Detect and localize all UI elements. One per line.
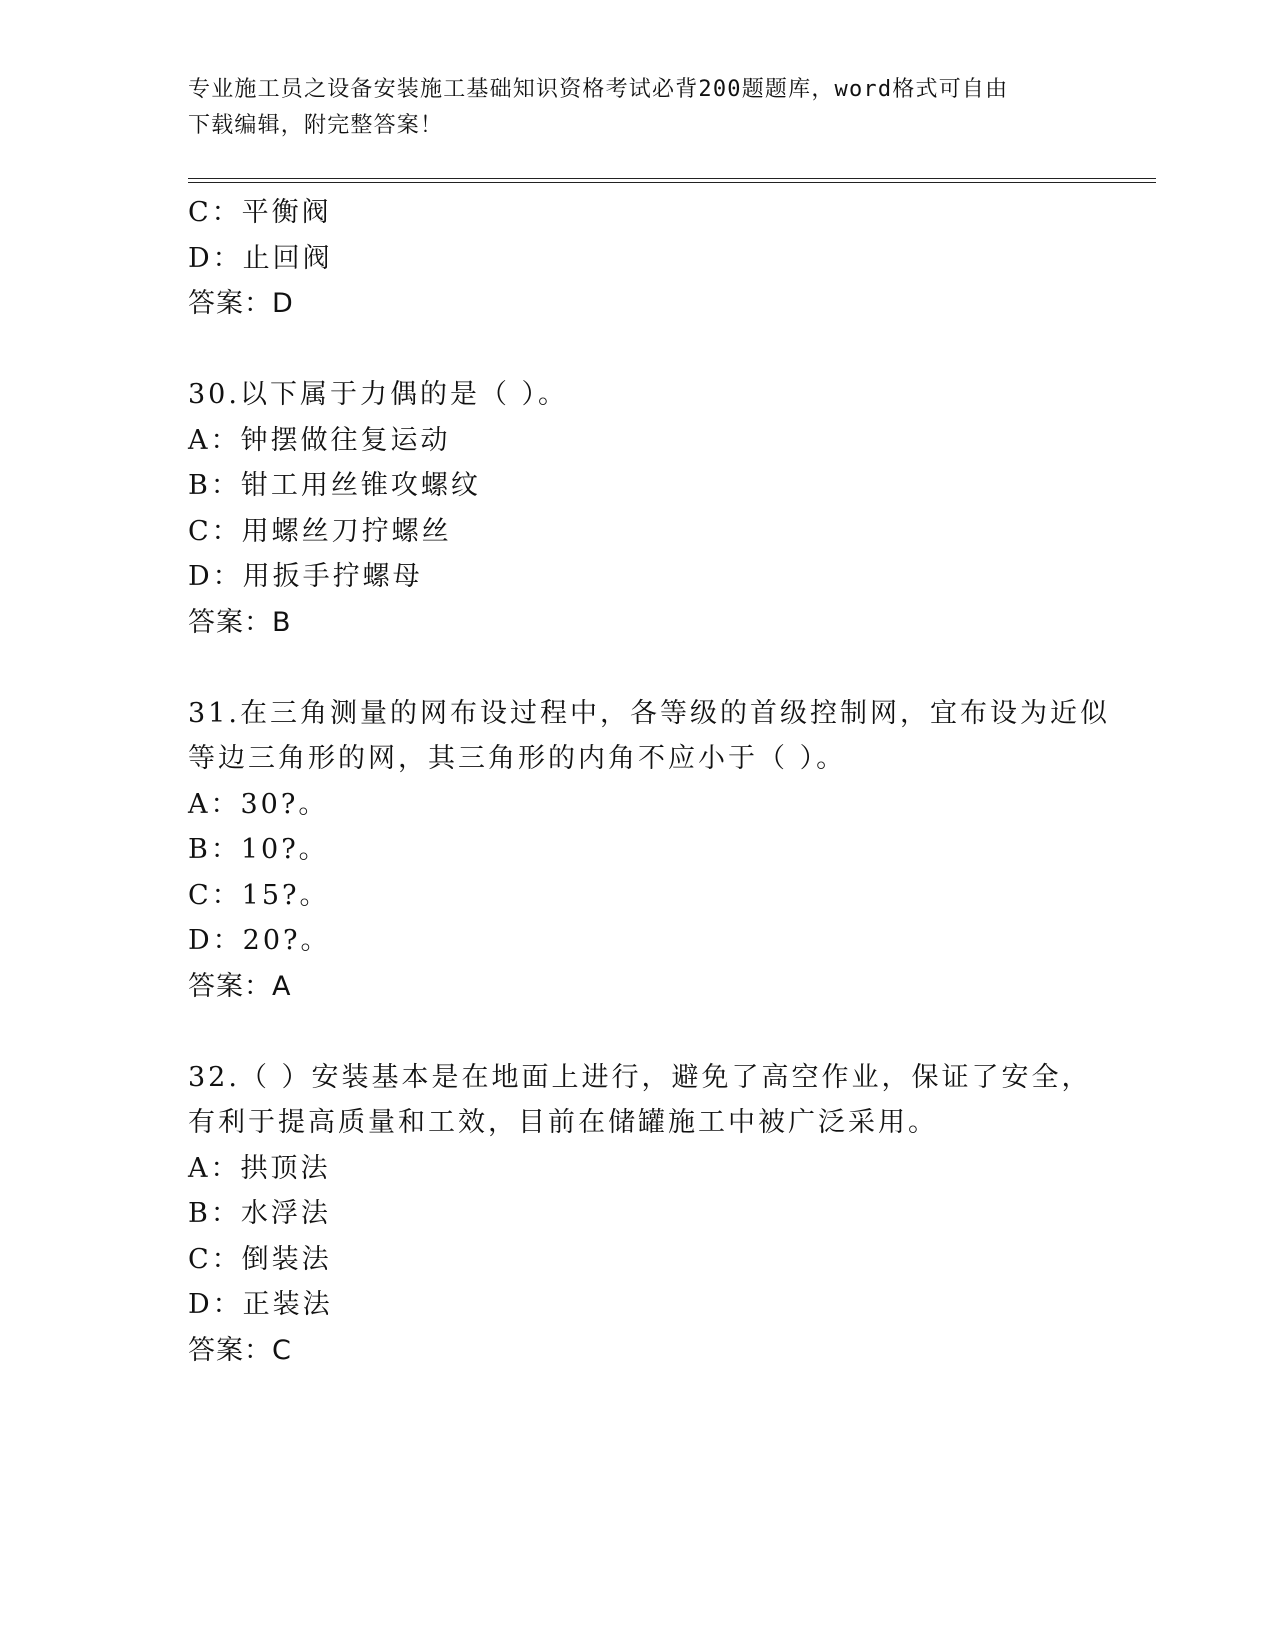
- question-block: [188, 691, 1148, 1010]
- answer-line: 答案：D: [188, 288, 294, 319]
- option-d: D：正装法: [188, 1289, 333, 1320]
- spacer: [188, 645, 1148, 691]
- option-b: B：10?。: [188, 834, 329, 865]
- question-text: 32.（ ）安装基本是在地面上进行，避免了高空作业，保证了安全，: [188, 1061, 1092, 1093]
- option-a: A：30?。: [188, 788, 329, 820]
- question-block: [188, 372, 1148, 645]
- option-d: D：20?。: [188, 925, 331, 956]
- option-c: C：倒装法: [188, 1243, 332, 1275]
- option-d: D：用扳手拧螺母: [188, 561, 423, 592]
- option-c: C：平衡阀: [188, 197, 332, 228]
- answer-line: 答案：C: [188, 1334, 292, 1366]
- spacer: [188, 1009, 1148, 1055]
- option-d: D：止回阀: [188, 242, 333, 274]
- header-title-line-1: 专业施工员之设备安装施工基础知识资格考试必背200题题库，word格式可自由: [188, 77, 1009, 102]
- option-b: B：水浮法: [188, 1198, 331, 1229]
- option-c: C：用螺丝刀拧螺丝: [188, 515, 452, 547]
- option-a: A：拱顶法: [188, 1152, 331, 1184]
- spacer: [188, 327, 1148, 373]
- document-header: [188, 72, 1088, 144]
- header-title-line-2: 下载编辑，附完整答案！: [188, 113, 444, 138]
- question-text-continued: 有利于提高质量和工效，目前在储罐施工中被广泛采用。: [188, 1107, 938, 1138]
- question-block: [188, 1055, 1148, 1374]
- question-text-continued: 等边三角形的网，其三角形的内角不应小于（ ）。: [188, 743, 847, 774]
- question-text: 30.以下属于力偶的是（ ）。: [188, 379, 569, 410]
- option-b: B：钳工用丝锥攻螺纹: [188, 470, 481, 501]
- question-list: [188, 190, 1148, 1373]
- option-a: A：钟摆做往复运动: [188, 424, 451, 456]
- answer-line: 答案：A: [188, 970, 292, 1002]
- question-block: [188, 190, 1148, 327]
- header-double-rule: [188, 178, 1156, 183]
- answer-line: 答案：B: [188, 606, 292, 638]
- question-text: 31.在三角测量的网布设过程中，各等级的首级控制网，宜布设为近似: [188, 697, 1110, 729]
- option-c: C：15?。: [188, 879, 330, 911]
